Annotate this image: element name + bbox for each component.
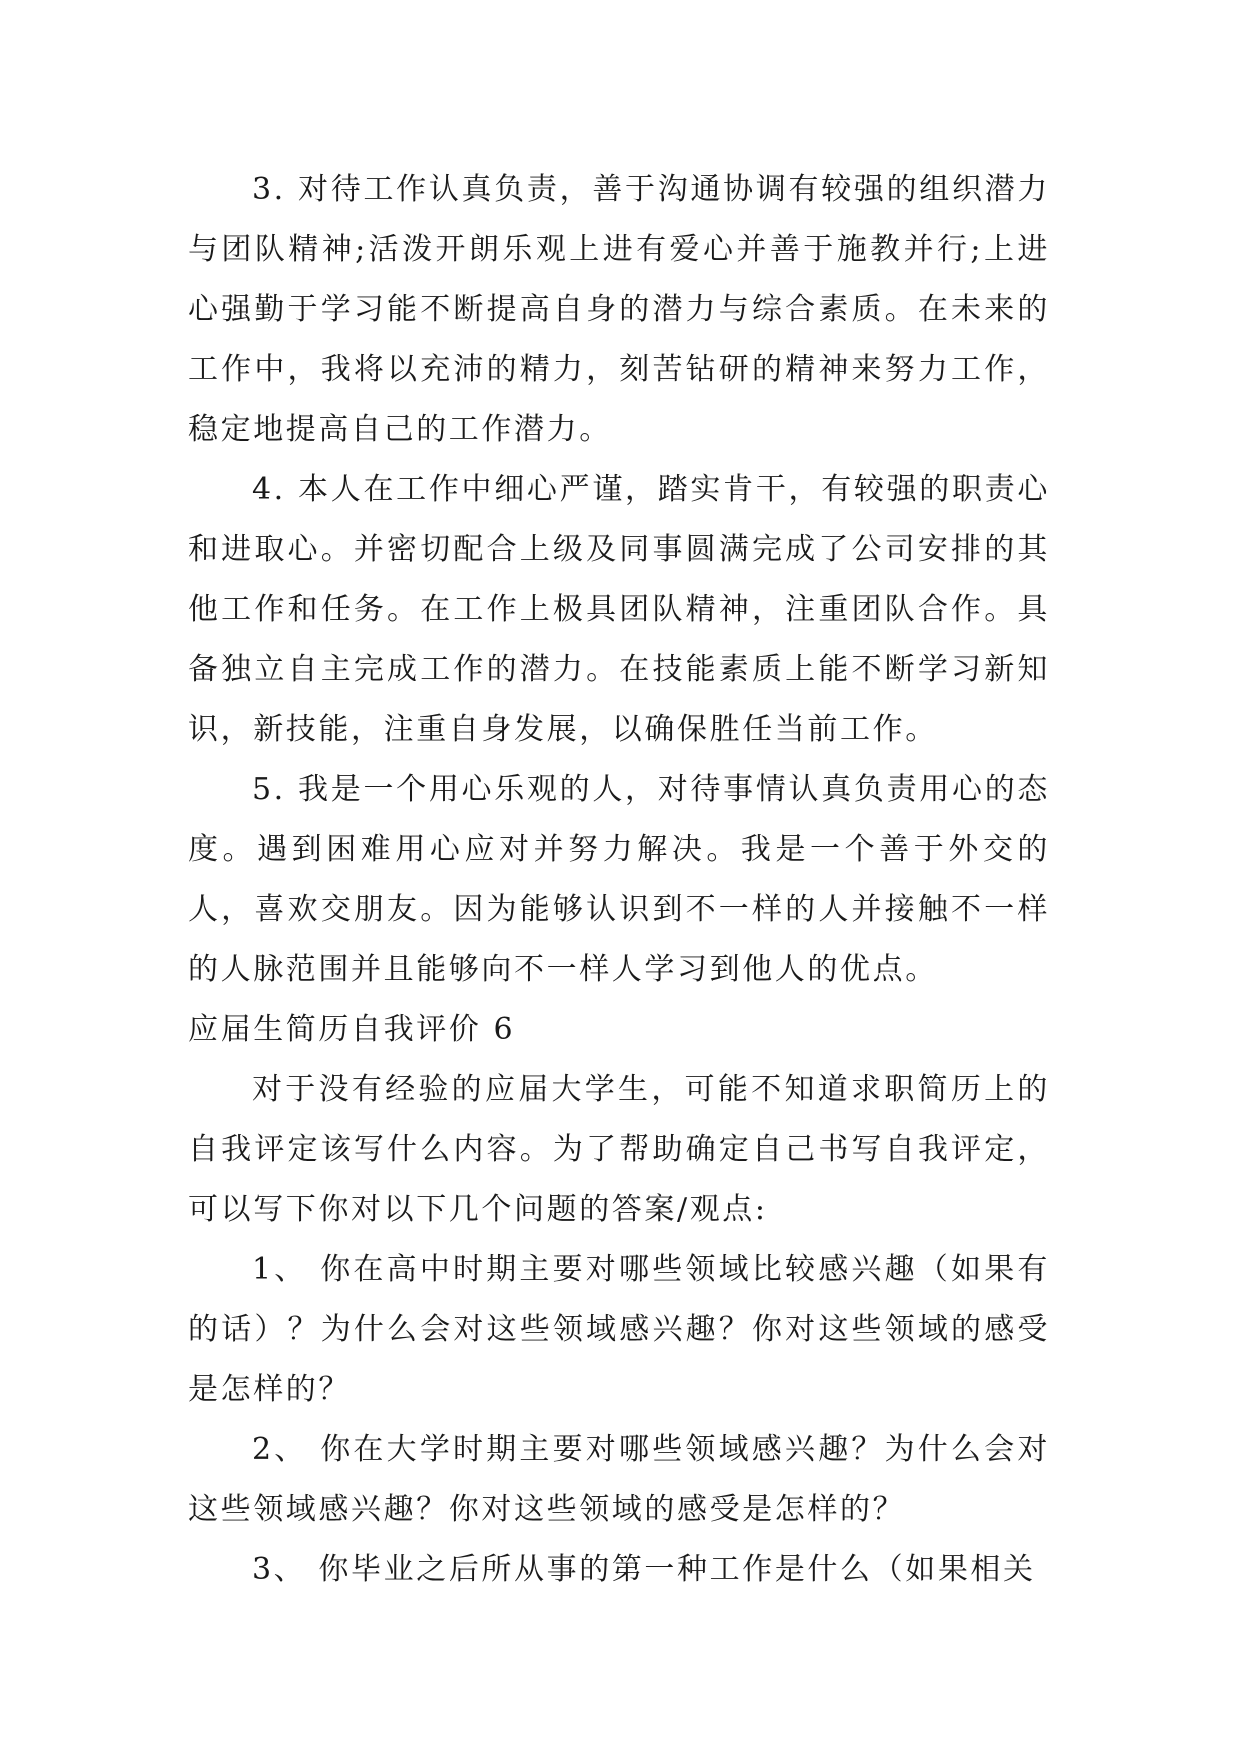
question-item-1: 1、 你在高中时期主要对哪些领域比较感兴趣（如果有的话）？为什么会对这些领域感兴趣？你对这些领域的感受是怎样的？ (188, 1252, 1050, 1407)
question-item-2: 2、 你在大学时期主要对哪些领域感兴趣？为什么会对这些领域感兴趣？你对这些领域的感受是怎样的？ (188, 1432, 1050, 1527)
document-body (188, 160, 1050, 1600)
question-item-3: 3、 你毕业之后所从事的第一种工作是什么（如果相关 (252, 1552, 1036, 1587)
section-intro-paragraph: 对于没有经验的应届大学生，可能不知道求职简历上的自我评定该写什么内容。为了帮助确定自己书写自我评定，可以写下你对以下几个问题的答案/观点: (188, 1072, 1050, 1227)
paragraph-item-3: 3. 对待工作认真负责，善于沟通协调有较强的组织潜力与团队精神;活泼开朗乐观上进有爱心并善于施教并行;上进心强勤于学习能不断提高自身的潜力与综合素质。在未来的工作中，我将以充沛的精力，刻苦钻研的精神来努力工作，稳定地提高自己的工作潜力。 (188, 172, 1050, 447)
paragraph-item-5: 5. 我是一个用心乐观的人，对待事情认真负责用心的态度。遇到困难用心应对并努力解决。我是一个善于外交的人，喜欢交朋友。因为能够认识到不一样的人并接触不一样的人脉范围并且能够向不一样人学习到他人的优点。 (188, 772, 1050, 987)
paragraph-item-4: 4. 本人在工作中细心严谨，踏实肯干，有较强的职责心和进取心。并密切配合上级及同事圆满完成了公司安排的其他工作和任务。在工作上极具团队精神，注重团队合作。具备独立自主完成工作的潜力。在技能素质上能不断学习新知识，新技能，注重自身发展，以确保胜任当前工作。 (188, 472, 1050, 747)
section-heading: 应届生简历自我评价 6 (188, 1012, 516, 1047)
